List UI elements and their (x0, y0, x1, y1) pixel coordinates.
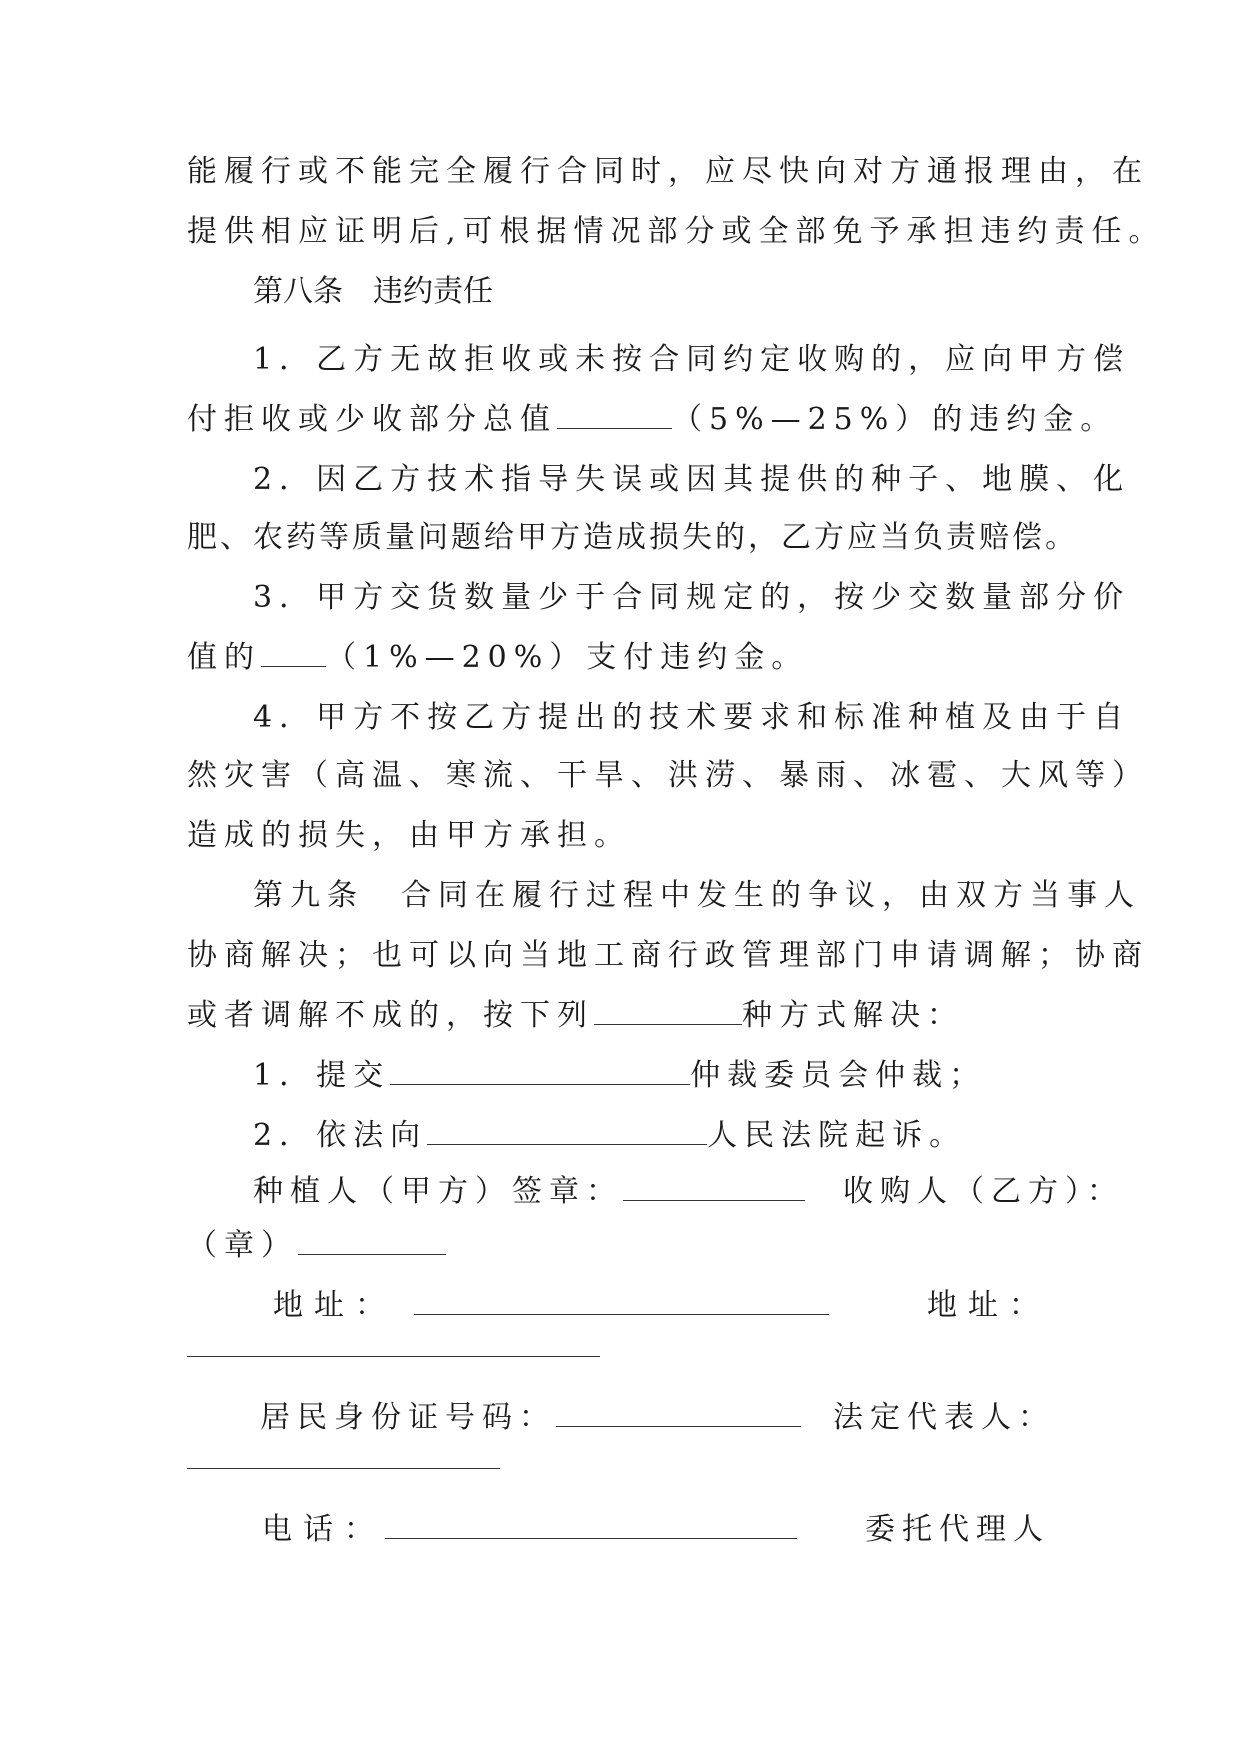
court-line (253, 1116, 966, 1156)
text-line-10: 4．甲方不按乙方提出的技术要求和标准种植及由于自 (253, 700, 1131, 735)
text-segment: 1．提交 (253, 1058, 391, 1093)
text-line-2: 提供相应证明后,可根据情况部分或全部免予承担违约责任。 (187, 214, 1166, 249)
seal-label: （章） (187, 1228, 298, 1263)
id-number-blank[interactable] (556, 1400, 801, 1427)
text-line-6: 2．因乙方技术指导失误或因其提供的种子、地膜、化 (253, 462, 1131, 497)
text-segment: 仲裁委员会仲裁； (690, 1058, 987, 1093)
article-9-line-3 (187, 996, 964, 1036)
text-line-1: 能履行或不能完全履行合同时，应尽快向对方通报理由，在 (187, 154, 1149, 189)
legal-representative-label: 法定代表人： (833, 1400, 1055, 1435)
text-line-4: 1．乙方无故拒收或未按合同约定收购的，应向甲方偿 (253, 342, 1131, 377)
phone-line (262, 1510, 797, 1550)
phone-label: 电话： (262, 1512, 385, 1547)
arbitration-line (253, 1056, 986, 1096)
phone-blank[interactable] (385, 1512, 797, 1539)
buyer-label: 收购人（乙方）： (843, 1174, 1124, 1209)
text-segment: 人民法院起诉。 (707, 1118, 967, 1153)
article-9-line-2: 协商解决；也可以向当地工商行政管理部门申请调解；协商 (187, 938, 1149, 973)
legal-representative-blank[interactable] (187, 1468, 500, 1469)
seal-line (187, 1226, 446, 1266)
penalty-rate-blank-2[interactable] (261, 640, 326, 667)
id-line (260, 1398, 801, 1438)
address-line (273, 1286, 829, 1326)
text-segment: 种方式解决： (742, 998, 964, 1033)
text-segment: 或者调解不成的，按下列 (187, 998, 594, 1033)
seal-blank[interactable] (298, 1228, 446, 1255)
court-name-blank[interactable] (427, 1118, 707, 1145)
text-line-9 (187, 638, 808, 678)
buyer-address-blank[interactable] (187, 1356, 600, 1357)
text-segment: 值的 (187, 640, 261, 675)
text-line-7: 肥、农药等质量问题给甲方造成损失的，乙方应当负责赔偿。 (187, 520, 1078, 555)
text-segment: 付拒收或少收部分总值 (187, 402, 557, 437)
text-line-8: 3．甲方交货数量少于合同规定的，按少交数量部分价 (253, 580, 1131, 615)
arbitration-committee-blank[interactable] (390, 1058, 690, 1085)
agent-label: 委托代理人 (865, 1512, 1050, 1547)
resolution-method-blank[interactable] (594, 998, 742, 1025)
buyer-address-label: 地址： (927, 1288, 1050, 1323)
grower-signature-blank[interactable] (623, 1174, 805, 1201)
text-line-5 (187, 400, 1117, 440)
text-segment: （5%—25%）的违约金。 (672, 402, 1118, 437)
penalty-rate-blank-1[interactable] (557, 402, 672, 429)
text-segment: （1%—20%）支付违约金。 (326, 640, 809, 675)
signature-line (253, 1172, 1124, 1212)
text-line-12: 造成的损失，由甲方承担。 (187, 818, 631, 853)
article-8-heading: 第八条 违约责任 (253, 274, 493, 309)
grower-address-blank[interactable] (414, 1288, 829, 1315)
grower-signature-label: 种植人（甲方）签章： (253, 1174, 623, 1209)
article-9-line-1: 第九条 合同在履行过程中发生的争议，由双方当事人 (253, 878, 1141, 913)
id-number-label: 居民身份证号码： (260, 1400, 556, 1435)
text-segment: 2．依法向 (253, 1118, 428, 1153)
text-line-11: 然灾害（高温、寒流、干旱、洪涝、暴雨、冰雹、大风等） (187, 758, 1149, 793)
grower-address-label: 地址： (273, 1288, 396, 1323)
